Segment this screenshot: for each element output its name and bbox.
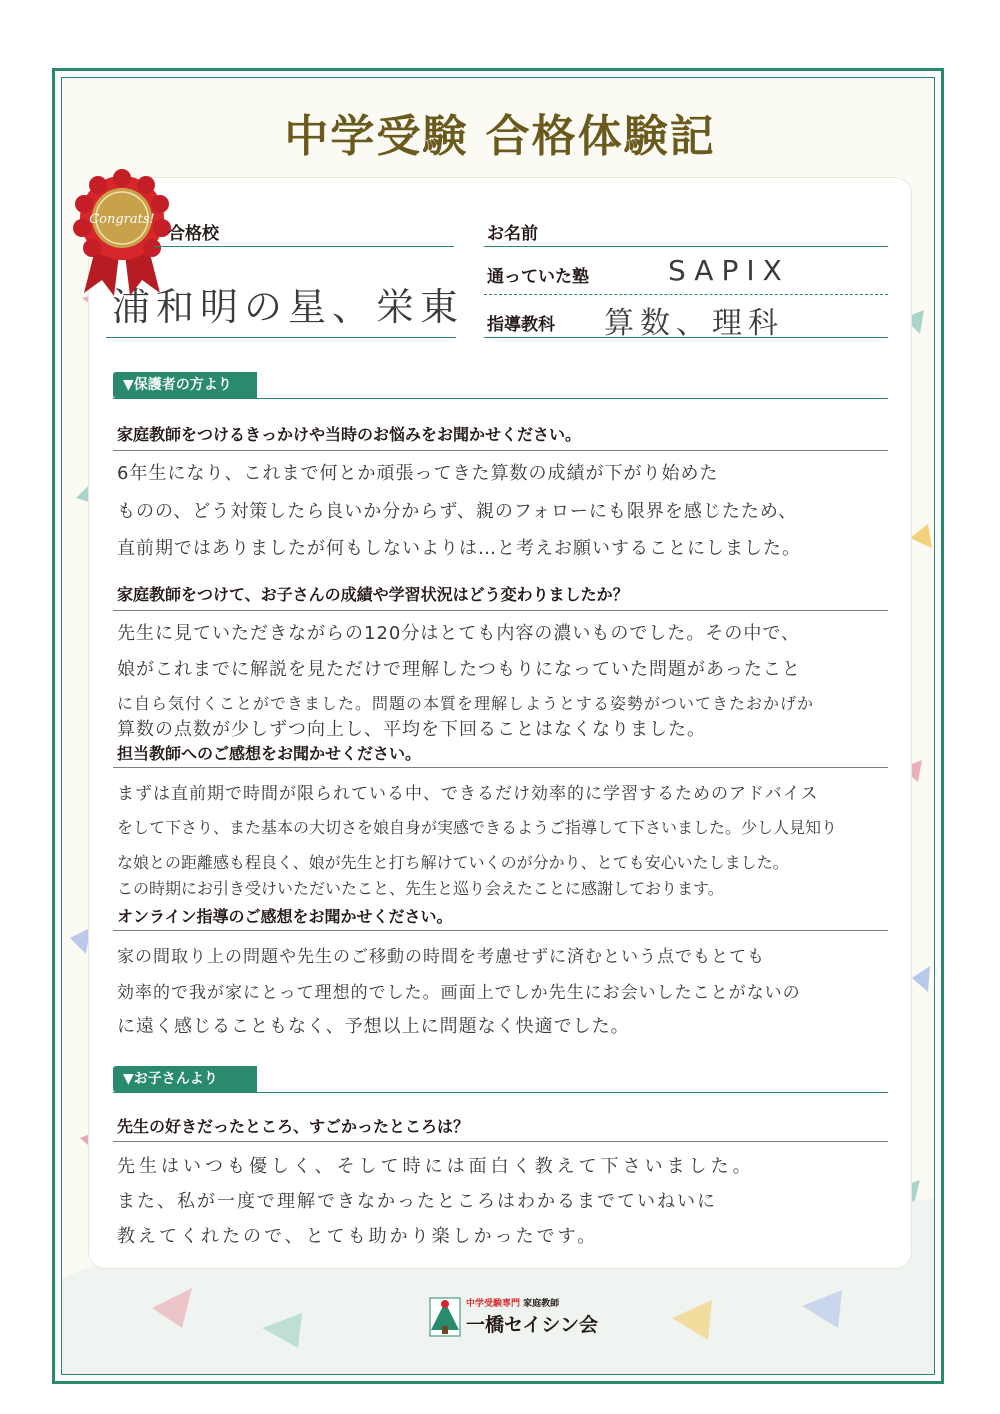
parent-answer-1-line-2: ものの、どう対策したら良いか分からず、親のフォローにも限界を感じたため、 [117, 501, 798, 522]
parent-answer-2-line-3: に自ら気付くことができました。問題の本質を理解しようとする姿勢がついてきたおかげか [117, 694, 815, 713]
child-answer-line-2: また、私が一度で理解できなかったところはわかるまでていねいに [117, 1191, 717, 1212]
parent-question-1: 家庭教師をつけるきっかけや当時のお悩みをお聞かせください。 [117, 425, 582, 444]
logo-subtagline: 家庭教師 [523, 1299, 560, 1309]
name-rule [484, 246, 888, 247]
name-label: お名前 [487, 224, 538, 244]
parent-answer-1-line-3: 直前期ではありましたが何もしないよりは…と考えお願いすることにしました。 [117, 538, 801, 559]
child-answer-line-3: 教えてくれたので、とても助かり楽しかったです。 [117, 1226, 599, 1247]
subject-label: 指導教科 [487, 315, 555, 335]
child-question: 先生の好きだったところ、すごかったところは？ [117, 1117, 470, 1136]
parent-answer-3-line-3: な娘との距離感も程良く、娘が先生と打ち解けていくのが分かり、とても安心いたしました。 [117, 853, 789, 872]
child-answer-line-1: 先生はいつも優しく、そして時には面白く教えて下さいました。 [117, 1156, 755, 1177]
parent-question-4: オンライン指導のご感想をお聞かせください。 [117, 907, 453, 926]
child-section-tag: ▼お子さんより [113, 1066, 257, 1092]
parent-answer-3-line-1: まずは直前期で時間が限られている中、できるだけ効率的に学習するためのアドバイス [117, 784, 819, 804]
parent-question-3: 担当教師へのご感想をお聞かせください。 [117, 744, 422, 763]
juku-rule [484, 294, 888, 295]
subject-rule [484, 337, 888, 338]
question-rule [113, 930, 888, 931]
badge-text: Congrats! [89, 212, 155, 227]
parent-answer-2-line-4: 算数の点数が少しずつ向上し、平均を下回ることはなくなりました。 [117, 719, 706, 740]
tree-logo-icon [428, 1296, 462, 1338]
logo-tagline: 中学受験専門 [466, 1299, 521, 1309]
parent-answer-1-line-1: 6年生になり、これまで何とか頑張ってきた算数の成績が下がり始めた [117, 463, 719, 484]
parent-answer-2-line-1: 先生に見ていただきながらの120分はとても内容の濃いものでした。その中で、 [117, 623, 800, 644]
parent-answer-4-line-3: に遠く感じることもなく、予想以上に問題なく快適でした。 [117, 1016, 630, 1037]
question-rule [113, 1141, 888, 1142]
question-rule [113, 450, 888, 451]
parent-answer-3-line-2: をして下さり、また基本の大切さを娘自身が実感できるようご指導して下さいました。少し人見知り [117, 818, 838, 837]
page-title: 中学受験 合格体験記 [284, 111, 716, 162]
subject-value: 算数、理科 [604, 306, 784, 341]
school-value: 浦和明の星、栄東 [112, 285, 465, 329]
parent-question-2: 家庭教師をつけて、お子さんの成績や学習状況はどう変わりましたか？ [117, 585, 629, 604]
juku-value: SAPIX [668, 254, 790, 287]
parent-answer-4-line-1: 家の間取り上の問題や先生のご移動の時間を考慮せずに済むという点でもとても [117, 947, 765, 967]
parent-section-rule [113, 398, 888, 399]
juku-label: 通っていた塾 [487, 267, 589, 287]
parent-answer-4-line-2: 効率的で我が家にとって理想的でした。画面上でしか先生にお会いしたことがないの [117, 983, 801, 1003]
parent-answer-2-line-2: 娘がこれまでに解説を見ただけで理解したつもりになっていた問題があったこと [117, 659, 801, 680]
school-rule [154, 246, 454, 247]
question-rule [113, 610, 888, 611]
parent-section-tag: ▼保護者の方より [113, 372, 257, 398]
school-label: 合格校 [168, 224, 219, 244]
logo-name: 一橋セイシン会 [466, 1314, 598, 1336]
school-value-rule [106, 337, 456, 338]
company-logo [428, 1292, 598, 1340]
child-section-rule [113, 1092, 888, 1093]
parent-answer-3-line-4: この時期にお引き受けいただいたこと、先生と巡り会えたことに感謝しております。 [117, 879, 724, 898]
question-rule [113, 767, 888, 768]
